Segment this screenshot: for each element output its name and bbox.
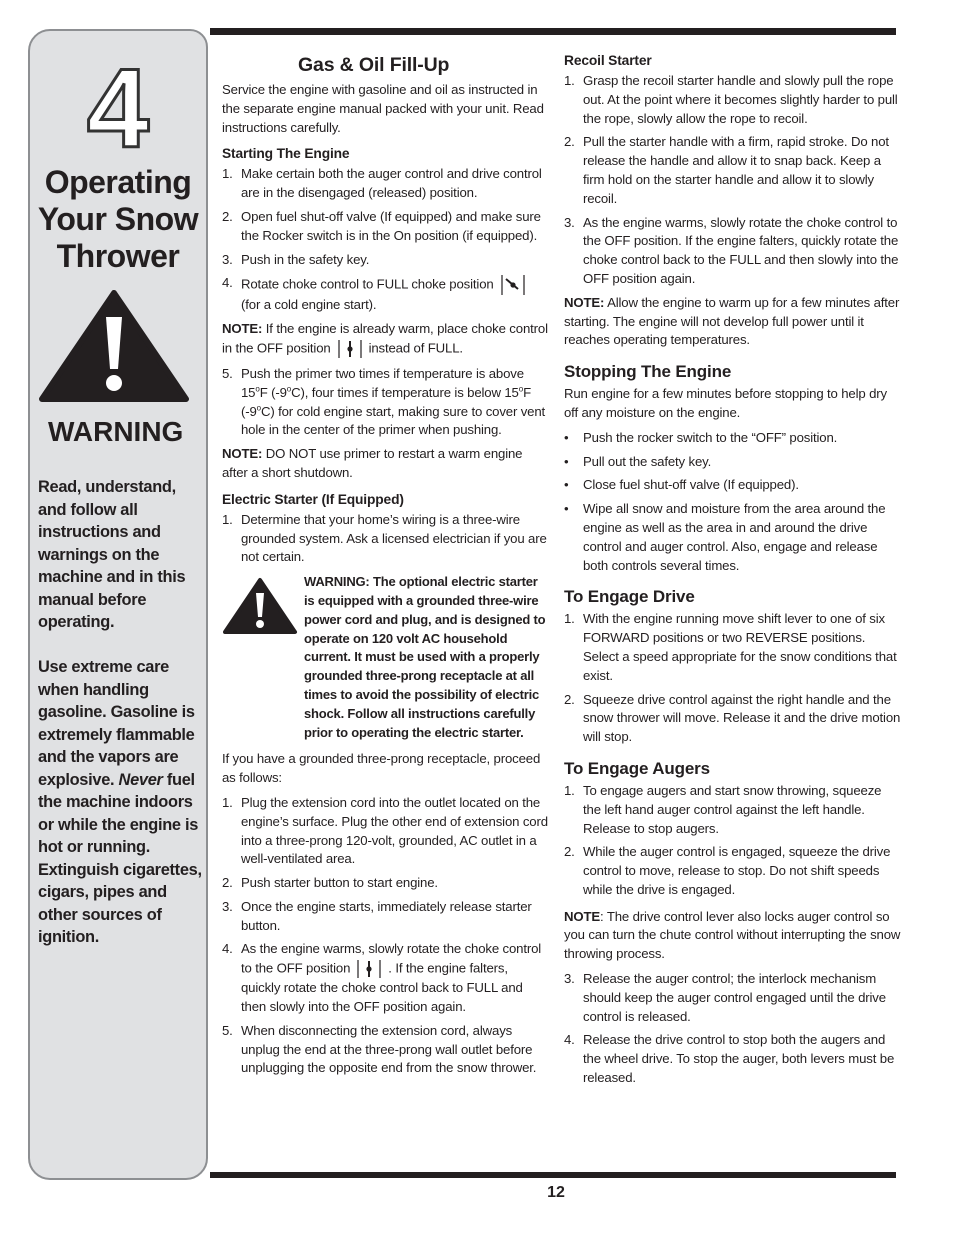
choke-full-icon [500, 274, 526, 296]
heading-starting-engine: Starting The Engine [222, 146, 350, 162]
step-text: Rotate choke control to FULL choke position [241, 276, 494, 292]
step-number: 3. [222, 898, 233, 914]
step-number: 3. [564, 971, 575, 987]
list-item [564, 214, 902, 289]
section-title-gas-oil: Gas & Oil Fill-Up [298, 54, 450, 76]
column-left [222, 52, 548, 1083]
step-number: 2. [564, 134, 575, 150]
degree-sign: o [255, 384, 260, 394]
list-item [564, 782, 902, 838]
auger-steps-1 [564, 782, 902, 900]
warning-triangle-icon [222, 577, 298, 635]
step-text: Squeeze drive control against the right handle and the snow thrower will move. Release it and the drive motion will stop. [583, 691, 901, 745]
warning-text [38, 476, 206, 971]
step-text: With the engine running move shift lever to one of six FORWARD positions or two REVERSE positions. Select a speed appropriate for the snow conditions that exist. [583, 611, 897, 683]
degree-sign: o [518, 384, 524, 394]
list-item [222, 365, 548, 440]
step-number: 2. [222, 875, 233, 891]
step-text: Determine that your home’s wiring is a three-wire grounded system. Ask a licensed electrician if you are not certain. [241, 511, 547, 565]
heading-recoil-starter: Recoil Starter [564, 53, 652, 68]
list-item [222, 898, 548, 936]
step-number: 4. [222, 941, 233, 957]
warning-triangle-icon [38, 287, 190, 405]
heading-engage-drive: To Engage Drive [564, 587, 695, 607]
heading-stopping-engine: Stopping The Engine [564, 362, 732, 382]
list-item [222, 511, 548, 567]
step-text: Grasp the recoil starter handle and slowly pull the rope out. At the point where it becomes slightly harder to pull the rope, slowly allow the rope to recoil. [583, 73, 898, 126]
step-text: Make certain both the auger control and drive control are in the disengaged (released) position. [241, 166, 542, 201]
bottom-rule [210, 1172, 896, 1178]
list-item: • Push the rocker switch to the “OFF” position. [564, 429, 902, 448]
step-number: 5. [222, 365, 233, 381]
list-item [222, 794, 548, 869]
electric-warning-text: WARNING: The optional electric starter is equipped with a grounded three-wire power cord and plug, and is designed to operate on 120 volt AC household current. It must be used with a properly grounded three-prong receptacle at all times to avoid the possibility of electric shock. Follow all instructions carefully prior to operating the electric starter. [304, 574, 546, 740]
list-item [564, 691, 902, 747]
list-item [564, 610, 902, 685]
step-text: Plug the extension cord into the outlet located on the engine’s surface. Plug the other end of extension cord into a three-prong 120-volt, grounded, AC outlet in a well-ventilated area. [241, 794, 548, 867]
primer-steps [222, 365, 548, 440]
warning-heading: WARNING [48, 416, 184, 447]
list-item [222, 274, 548, 315]
step-number: 1. [564, 782, 575, 798]
page-number: 12 [547, 1184, 565, 1201]
warning-paragraph-1: Read, understand, and follow all instructions and warnings on the machine and in this manual before operating. [38, 478, 186, 631]
list-item [222, 1022, 548, 1078]
warning-text-part: Use extreme care when handling gasoline. Gasoline is extremely flammable and the vapors are explosive. [38, 658, 195, 789]
step-number: 1. [564, 611, 575, 627]
list-item [564, 843, 902, 899]
step-number: 4. [564, 1032, 575, 1048]
list-item [222, 165, 548, 203]
step-number: 2. [564, 844, 575, 860]
step-text: Push in the safety key. [241, 251, 370, 267]
note-label: NOTE: [222, 446, 263, 462]
electric-intro: If you have a grounded three-prong receptacle, proceed as follows: [222, 751, 541, 786]
step-number: 2. [564, 691, 575, 707]
list-item: • Wipe all snow and moisture from the area around the engine as well as the area in and around the drive control and auger control. Also, engage and release both controls several times. [564, 500, 902, 575]
chapter-title [30, 164, 206, 275]
chapter-title-line3: Thrower [56, 238, 180, 274]
step-text: C) for cold engine start, making sure to cover vent hole in the center of the primer when pushing. [241, 403, 546, 438]
list-item [222, 874, 548, 893]
chapter-number: 4 [86, 46, 150, 171]
step-text: F (-9 [241, 384, 531, 419]
list-item [222, 208, 548, 246]
list-item [564, 1031, 902, 1087]
step-number: 4. [222, 275, 233, 291]
note-text: Allow the engine to warm up for a few minutes after starting. The engine will not develop full power until it reaches operating temperatures. [564, 294, 900, 348]
chapter-title-line2: Your Snow [37, 201, 199, 237]
warning-emphasis: Never [118, 770, 163, 789]
chapter-sidebar [28, 29, 208, 1180]
step-text: Pull the starter handle with a firm, rapid stroke. Do not release the handle and allow it to snap back. Keep a firm hold on the starter handle and allow it to slowly recoil. [583, 134, 889, 206]
step-number: 2. [222, 208, 233, 224]
auger-steps-2 [564, 970, 902, 1088]
choke-off-icon [356, 959, 382, 979]
step-text: C), four times if temperature is below 15 [291, 384, 519, 400]
degree-sign: o [256, 403, 261, 413]
choke-off-icon [337, 339, 363, 359]
step-text: To engage augers and start snow throwing, squeeze the left hand auger control against the left handle. Release to stop augers. [583, 782, 882, 836]
note-text: : The drive control lever also locks auger control so you can turn the chute control without interrupting the snow throwing process. [564, 908, 901, 962]
note-primer [222, 445, 548, 483]
list-item: • Pull out the safety key. [564, 453, 902, 472]
heading-engage-augers: To Engage Augers [564, 758, 710, 778]
electric-warning-box [222, 573, 548, 742]
list-item [564, 970, 902, 1026]
step-number: 1. [222, 794, 233, 810]
list-item [222, 251, 548, 270]
electric-steps-1 [222, 511, 548, 567]
step-number: 1. [222, 166, 233, 182]
step-text: Release the auger control; the interlock mechanism should keep the auger control engaged until the drive control is released. [583, 971, 886, 1024]
step-text: . If the engine falters, quickly rotate the choke control back to FULL and then slowly into the OFF position again. [241, 960, 523, 1015]
step-number: 3. [564, 214, 575, 230]
step-text: F (-9 [259, 384, 287, 400]
note-label: NOTE [564, 908, 601, 924]
recoil-steps [564, 72, 902, 289]
note-warm-engine [222, 320, 548, 359]
step-text: As the engine warms, slowly rotate the choke control to the OFF position [241, 941, 542, 976]
top-rule [210, 28, 896, 35]
gas-oil-intro: Service the engine with gasoline and oil as instructed in the separate engine manual packed with your unit. Read instructions carefully. [222, 82, 544, 135]
note-label: NOTE: [564, 294, 605, 310]
starting-steps [222, 165, 548, 315]
warning-text-part: fuel the machine indoors or while the engine is hot or running. Extinguish cigarettes, cigars, pipes and other sources of ignition. [38, 770, 202, 946]
warning-icon-holder [222, 573, 304, 742]
warning-paragraph-2 [38, 656, 206, 949]
list-item [564, 72, 902, 128]
step-text: As the engine warms, slowly rotate the choke control to the OFF position. If the engine falters, quickly rotate the choke control back to the FULL and then slowly into the OFF position again. [583, 214, 899, 286]
degree-sign: o [286, 384, 292, 394]
step-text: Push starter button to start engine. [241, 875, 438, 891]
list-item: • Close fuel shut-off valve (If equipped). [564, 476, 902, 495]
electric-steps-2 [222, 794, 548, 1078]
list-item [222, 940, 548, 1016]
step-text: Open fuel shut-off valve (If equipped) and make sure the Rocker switch is in the On position (if equipped). [241, 208, 541, 243]
chapter-title-line1: Operating [44, 164, 192, 200]
note-warm-up [564, 294, 902, 350]
stopping-intro: Run engine for a few minutes before stopping to help dry off any moisture on the engine. [564, 386, 887, 420]
heading-electric-starter: Electric Starter (If Equipped) [222, 491, 404, 507]
step-text: Once the engine starts, immediately release starter button. [241, 898, 532, 933]
list-item [564, 133, 902, 208]
step-number: 3. [222, 251, 233, 267]
step-text: Push the primer two times if temperature is above 15 [241, 365, 524, 400]
step-number: 1. [222, 511, 233, 527]
step-text: (for a cold engine start). [241, 297, 377, 313]
step-text: Release the drive control to stop both the augers and the wheel drive. To stop the auger, both levers must be released. [583, 1032, 895, 1086]
drive-steps [564, 610, 902, 747]
step-number: 5. [222, 1022, 233, 1038]
note-drive-lever [564, 908, 902, 964]
step-number: 1. [564, 73, 575, 88]
note-text: If the engine is already warm, place choke control in the OFF position [222, 321, 548, 356]
note-label: NOTE: [222, 321, 263, 337]
step-text: When disconnecting the extension cord, always unplug the end at the three-prong wall outlet before unplugging the opposite end from the snow thrower. [241, 1022, 537, 1076]
step-text: While the auger control is engaged, squeeze the drive control to move, release to stop. Do not shift speeds while the drive is engaged. [583, 844, 891, 897]
column-right [564, 52, 902, 1093]
note-text: instead of FULL. [368, 340, 463, 356]
stopping-list [564, 429, 902, 576]
note-text: DO NOT use primer to restart a warm engine after a short shutdown. [222, 446, 523, 480]
